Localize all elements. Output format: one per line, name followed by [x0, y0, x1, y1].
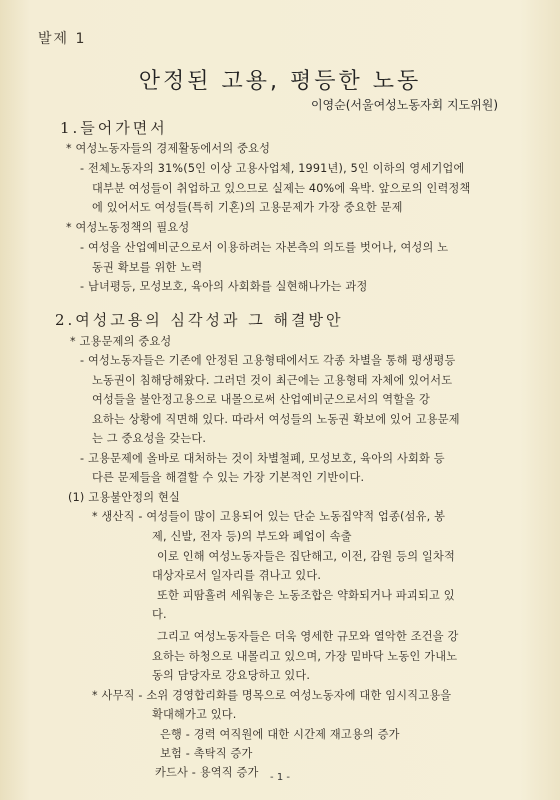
body-line: 다.	[152, 608, 167, 621]
body-line: 는 그 중요성을 갖는다.	[92, 432, 207, 445]
body-line: 에 있어서도 여성들(특히 기혼)의 고용문제가 가장 중요한 문제	[92, 201, 403, 214]
body-line: 보험 - 촉탁직 증가	[160, 747, 253, 760]
subsection-heading: (1) 고용불안정의 현실	[68, 491, 181, 504]
body-line: - 여성을 산업예비군으로서 이용하려는 자본측의 의도를 벗어나, 여성의 노	[80, 241, 449, 254]
body-line: 확대해가고 있다.	[152, 708, 237, 721]
page-number: - 1 -	[270, 772, 290, 783]
body-line: 여성들을 불안정고용으로 내몰으로써 산업예비군으로서의 역할을 강	[92, 393, 430, 406]
body-line: 요하는 하청으로 내몰리고 있으며, 가장 밑바닥 노동인 가내노	[152, 650, 458, 663]
body-line: 카드사 - 용역직 증가	[155, 766, 259, 779]
bullet-line: * 생산직 - 여성들이 많이 고용되어 있는 단순 노동집약적 업종(섬유, 봉	[92, 510, 446, 523]
body-line: 다른 문제들을 해결할 수 있는 가장 기본적인 기반이다.	[92, 471, 365, 484]
body-line: 은행 - 경력 여직원에 대한 시간제 재고용의 증가	[160, 728, 400, 741]
body-line: - 전체노동자의 31%(5인 이상 고용사업체, 1991년), 5인 이하의 영세기업에	[80, 162, 465, 175]
body-line: 동권 확보를 위한 노력	[92, 261, 203, 274]
body-line: 동의 담당자로 강요당하고 있다.	[152, 669, 311, 682]
bullet-line: * 여성노동정책의 필요성	[66, 221, 190, 234]
bullet-line: * 사무직 - 소위 경영합리화를 명목으로 여성노동자에 대한 임시직고용을	[92, 689, 452, 702]
body-line: 이로 인해 여성노동자들은 집단해고, 이전, 감원 등의 일차적	[157, 550, 455, 563]
presentation-label: 발제 1	[38, 31, 87, 47]
section-2-heading: 2.여성고용의 심각성과 그 해결방안	[55, 311, 344, 329]
body-line: 노동권이 침해당해왔다. 그러던 것이 최근에는 고용형태 자체에 있어서도	[92, 374, 453, 387]
document-title: 안정된 고용, 평등한 노동	[138, 69, 422, 94]
body-line: 그리고 여성노동자들은 더욱 영세한 규모와 열악한 조건을 강	[157, 630, 459, 643]
body-line: 대상자로서 일자리를 겪나고 있다.	[152, 569, 322, 582]
body-line: - 남녀평등, 모성보호, 육아의 사회화를 실현해나가는 과정	[80, 280, 368, 293]
section-1-heading: 1.들어가면서	[60, 119, 168, 137]
author-line: 이영순(서울여성노동자회 지도위원)	[310, 98, 498, 112]
bullet-line: * 고용문제의 중요성	[70, 335, 172, 348]
bullet-line: * 여성노동자들의 경제활동에서의 중요성	[66, 142, 271, 155]
body-line: 제, 신발, 전자 등)의 부도와 폐업이 속출	[152, 530, 352, 543]
body-line: 대부분 여성들이 취업하고 있으므로 실제는 40%에 육박. 앞으로의 인력정책	[92, 182, 471, 195]
body-line: - 고용문제에 올바로 대처하는 것이 차별철폐, 모성보호, 육아의 사회화 등	[80, 452, 445, 465]
body-line: 또한 피땀흘려 세워놓은 노동조합은 약화되거나 파괴되고 있	[157, 589, 455, 602]
body-line: - 여성노동자들은 기존에 안정된 고용형태에서도 각종 차별을 통해 평생평등	[80, 354, 456, 367]
body-line: 요하는 상황에 직면해 있다. 따라서 여성들의 노동권 확보에 있어 고용문제	[92, 413, 460, 426]
